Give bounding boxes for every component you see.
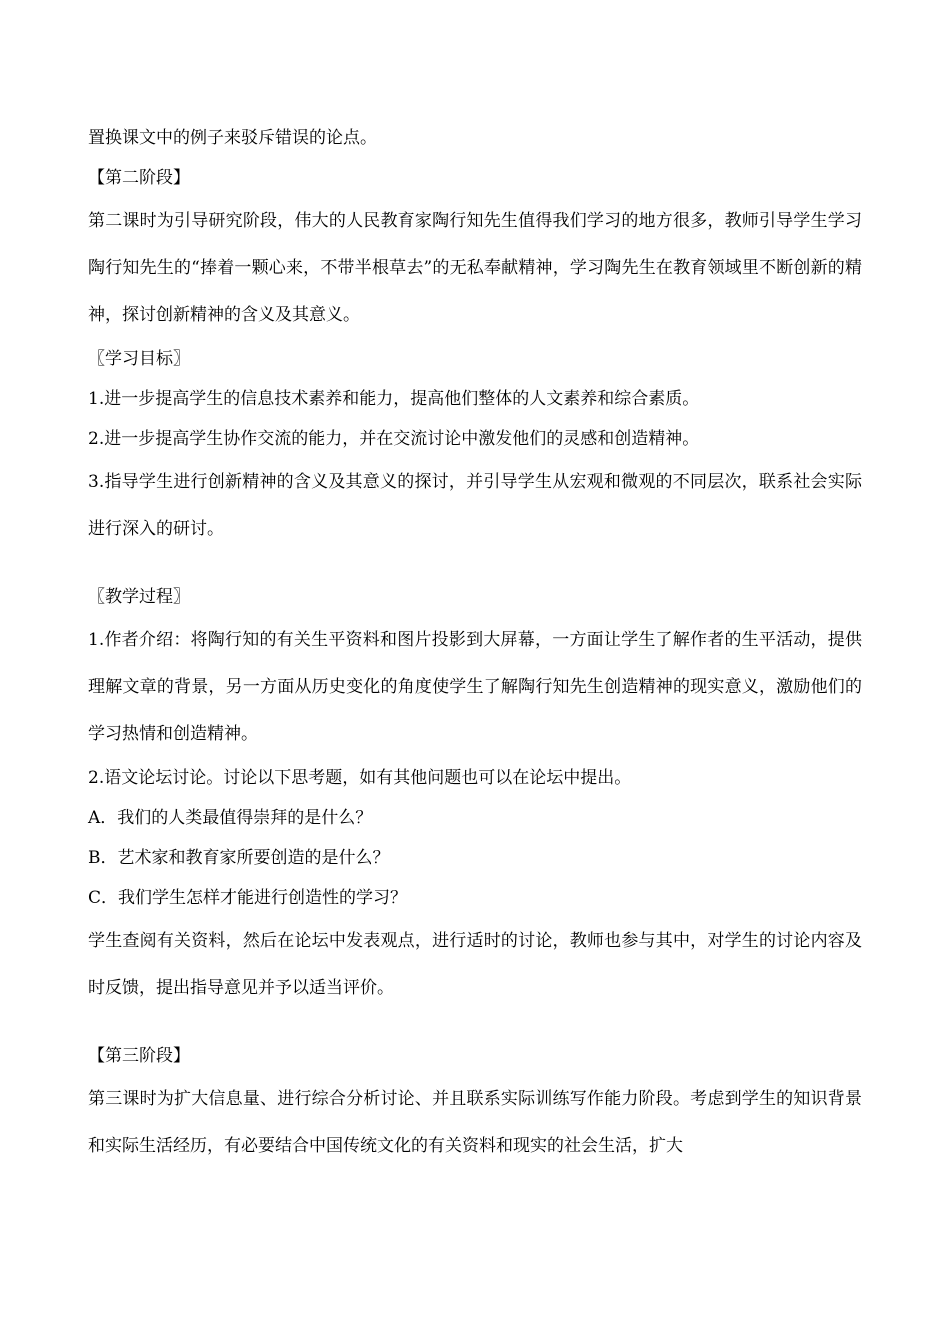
process-item-author-intro: 1.作者介绍：将陶行知的有关生平资料和图片投影到大屏幕，一方面让学生了解作者的生平活动，提供理解文章的背景，另一方面从历史变化的角度使学生了解陶行知先生创造精神的现实意义，激励他们的学习热情和创造精神。 — [88, 630, 862, 744]
paragraph-rebuttal-method: 置换课文中的例子来驳斥错误的论点。 — [88, 128, 377, 148]
section-heading-stage-two: 【第二阶段】 — [88, 168, 190, 188]
question-item-b: B．艺术家和教育家所要创造的是什么？ — [88, 848, 390, 868]
objective-item-1: 1.进一步提高学生的信息技术素养和能力，提高他们整体的人文素养和综合素质。 — [88, 389, 700, 409]
paragraph-spacer — [88, 553, 862, 577]
question-item-a: A．我们的人类最值得崇拜的是什么？ — [88, 808, 373, 828]
objective-item-2: 2.进一步提高学生协作交流的能力，并在交流讨论中激发他们的灵感和创造精神。 — [88, 429, 700, 449]
subheading-learning-objectives: 〖学习目标〗 — [88, 349, 190, 369]
paragraph-stage-two-intro: 第二课时为引导研究阶段，伟大的人民教育家陶行知先生值得我们学习的地方很多，教师引导学生学习陶行知先生的“捧着一颗心来，不带半根草去”的无私奉献精神，学习陶先生在教育领域里不断创新的精神，探讨创新精神的含义及其意义。 — [88, 211, 862, 325]
subheading-teaching-process: 〖教学过程〗 — [88, 587, 190, 607]
section-heading-stage-three: 【第三阶段】 — [88, 1046, 190, 1066]
paragraph-spacer — [88, 1012, 862, 1036]
question-item-c: C．我们学生怎样才能进行创造性的学习？ — [88, 888, 408, 908]
process-item-forum-discussion: 2.语文论坛讨论。讨论以下思考题，如有其他问题也可以在论坛中提出。 — [88, 768, 632, 788]
paragraph-stage-three-intro: 第三课时为扩大信息量、进行综合分析讨论、并且联系实际训练写作能力阶段。考虑到学生的知识背景和实际生活经历，有必要结合中国传统文化的有关资料和现实的社会生活，扩大 — [88, 1089, 862, 1156]
document-body — [88, 118, 862, 1170]
paragraph-student-research: 学生查阅有关资料，然后在论坛中发表观点，进行适时的讨论，教师也参与其中，对学生的讨论内容及时反馈，提出指导意见并予以适当评价。 — [88, 931, 862, 998]
objective-item-3: 3.指导学生进行创新精神的含义及其意义的探讨，并引导学生从宏观和微观的不同层次，联系社会实际进行深入的研讨。 — [88, 472, 862, 539]
